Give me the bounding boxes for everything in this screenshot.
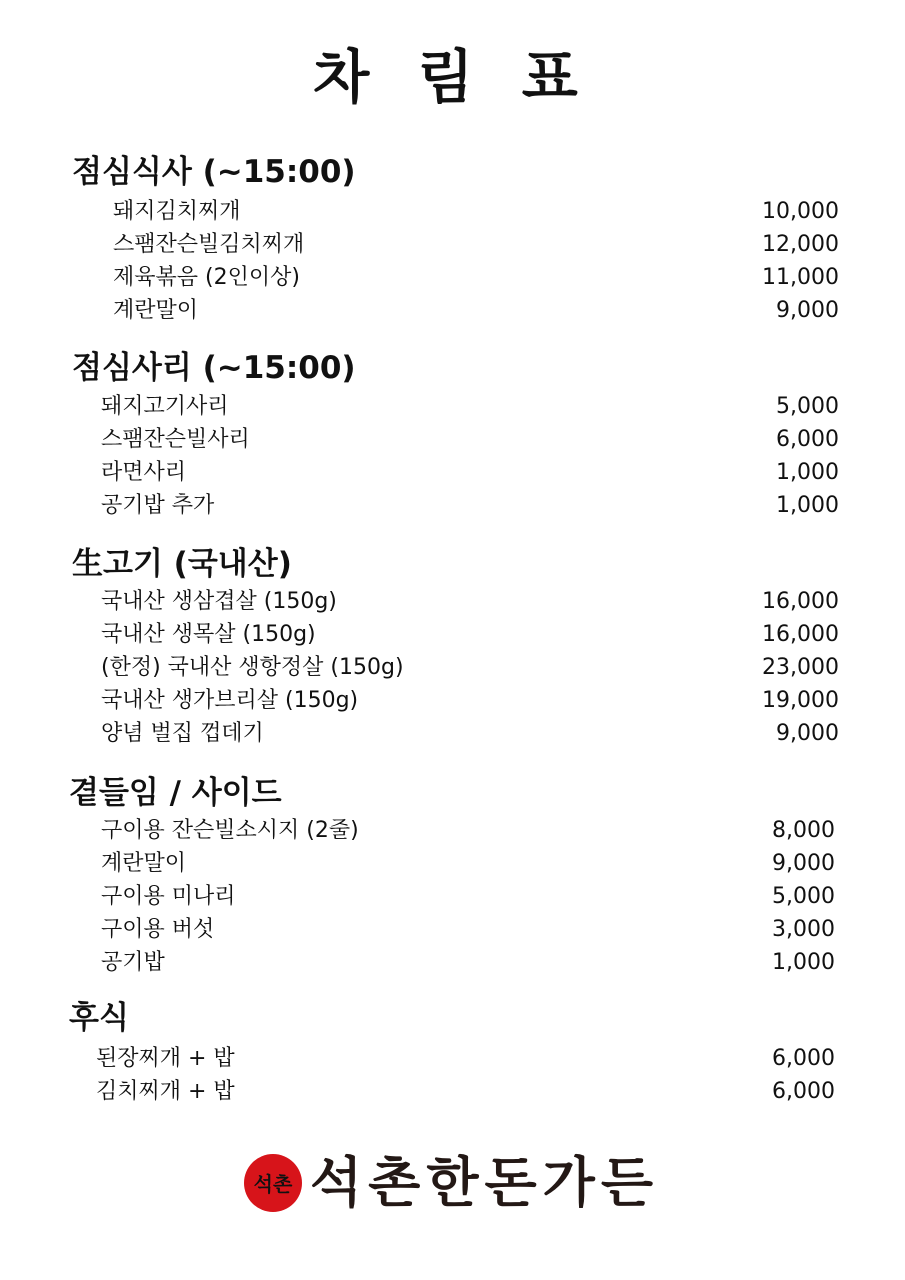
menu-item	[0, 195, 905, 228]
item-name: 라면사리	[101, 460, 187, 485]
item-price: 8,000	[772, 818, 835, 843]
menu-item	[0, 585, 905, 618]
item-price: 3,000	[772, 917, 835, 942]
item-price: 16,000	[762, 622, 839, 647]
seal-mark	[244, 1154, 302, 1212]
item-name: 구이용 버섯	[101, 917, 215, 942]
item-name: 김치찌개 + 밥	[96, 1079, 235, 1104]
section-heading: 점심식사 (~15:00)	[72, 154, 356, 190]
item-price: 16,000	[762, 589, 839, 614]
section-heading: 후식	[69, 1000, 129, 1036]
item-name: 돼지김치찌개	[113, 199, 241, 224]
menu-item	[0, 717, 905, 750]
section-heading: 곁들임 / 사이드	[69, 775, 282, 811]
item-name: 제육볶음 (2인이상)	[113, 265, 300, 290]
menu-item	[0, 456, 905, 489]
item-name: 양념 벌집 껍데기	[101, 721, 264, 746]
menu-item	[0, 261, 905, 294]
item-name: 계란말이	[101, 851, 187, 876]
item-name: 공기밥 추가	[101, 493, 215, 518]
item-price: 6,000	[776, 427, 839, 452]
item-price: 5,000	[772, 884, 835, 909]
menu-item	[0, 684, 905, 717]
menu-item	[0, 489, 905, 522]
menu-item	[0, 390, 905, 423]
item-price: 1,000	[772, 950, 835, 975]
item-name: 공기밥	[101, 950, 165, 975]
item-price: 6,000	[772, 1079, 835, 1104]
item-name: 돼지고기사리	[101, 394, 229, 419]
item-name: 계란말이	[113, 298, 199, 323]
item-price: 5,000	[776, 394, 839, 419]
item-name: 국내산 생가브리살 (150g)	[101, 688, 359, 713]
section-lunch-sides	[0, 348, 905, 518]
item-price: 1,000	[776, 493, 839, 518]
item-price: 10,000	[762, 199, 839, 224]
item-price: 11,000	[762, 265, 839, 290]
brand-logo	[244, 1148, 674, 1218]
item-price: 23,000	[762, 655, 839, 680]
section-fresh-meat	[0, 544, 905, 754]
item-name: 국내산 생목살 (150g)	[101, 622, 316, 647]
menu-item	[0, 423, 905, 456]
item-price: 6,000	[772, 1046, 835, 1071]
item-price: 9,000	[776, 298, 839, 323]
section-heading: 점심사리 (~15:00)	[72, 350, 356, 386]
menu-item	[0, 294, 905, 327]
item-name: 구이용 잔슨빌소시지 (2줄)	[101, 818, 359, 843]
section-lunch-meal	[0, 152, 905, 322]
item-price: 9,000	[772, 851, 835, 876]
section-heading: 生고기 (국내산)	[72, 546, 292, 582]
menu-item	[0, 618, 905, 651]
menu-item	[0, 651, 905, 684]
menu-item	[0, 847, 905, 880]
item-name: 스팸잔슨빌김치찌개	[113, 232, 305, 257]
menu-item	[0, 1042, 905, 1075]
item-name: 구이용 미나리	[101, 884, 236, 909]
item-price: 9,000	[776, 721, 839, 746]
menu-item	[0, 1075, 905, 1108]
brand-name: 석촌한돈가든	[310, 1151, 659, 1214]
page-title: 차 림 표	[313, 43, 592, 111]
menu-item	[0, 814, 905, 847]
menu-item	[0, 946, 905, 979]
seal-icon	[244, 1154, 302, 1212]
item-price: 12,000	[762, 232, 839, 257]
menu-item	[0, 228, 905, 261]
menu-item	[0, 913, 905, 946]
item-name: (한정) 국내산 생항정살 (150g)	[101, 655, 404, 680]
item-price: 1,000	[776, 460, 839, 485]
item-price: 19,000	[762, 688, 839, 713]
seal-text: 석촌	[253, 1172, 293, 1196]
menu-item	[0, 880, 905, 913]
item-name: 된장찌개 + 밥	[96, 1046, 235, 1071]
item-name: 스팸잔슨빌사리	[101, 427, 250, 452]
item-name: 국내산 생삼겹살 (150g)	[101, 589, 337, 614]
section-dessert	[0, 998, 905, 1108]
section-sides	[0, 773, 905, 983]
